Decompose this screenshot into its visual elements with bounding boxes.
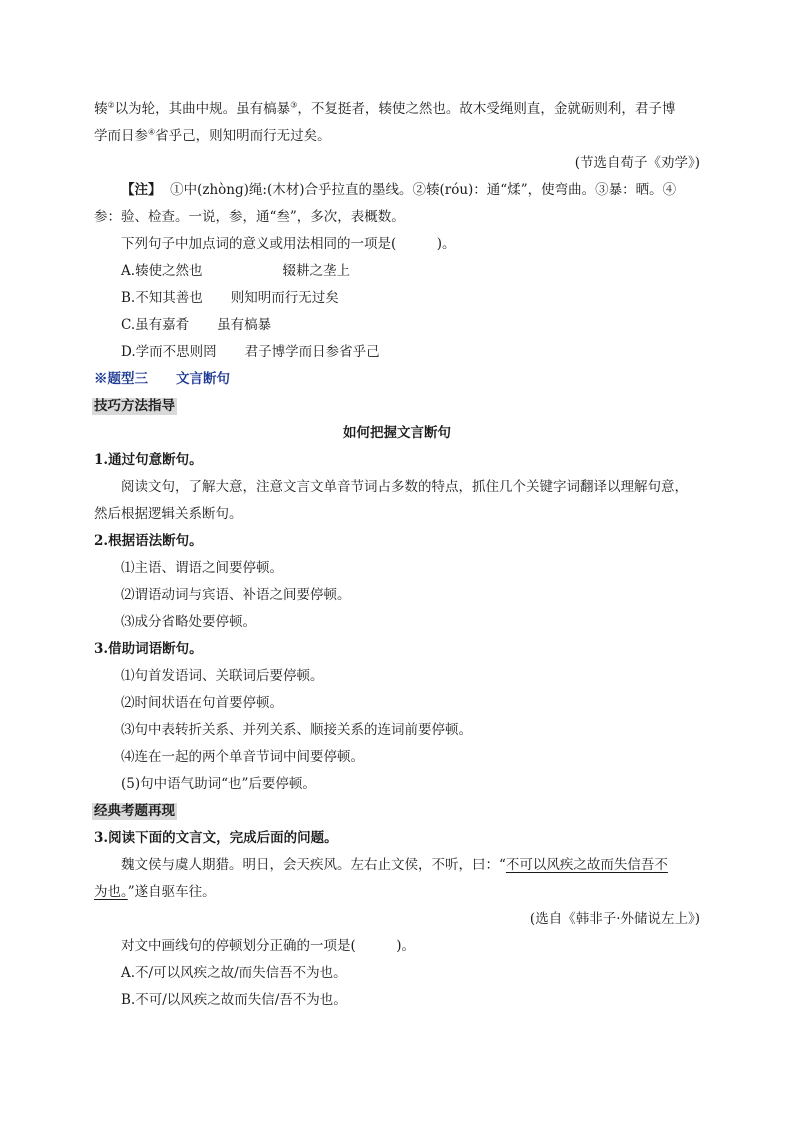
section-3-item: (5)句中语气助词“也”后要停顿。: [121, 776, 316, 792]
footnote-mark-2: ②: [107, 100, 115, 110]
option-text: A.辏使之然也: [121, 263, 203, 279]
option-d: [94, 339, 700, 366]
note-label: 【注】: [121, 182, 162, 198]
exam-stem: 对文中画线句的停顿划分正确的一项是( )。: [121, 938, 416, 954]
underlined-sentence: 为也。: [94, 884, 128, 900]
tips-label-row: [94, 393, 700, 420]
section-2-heading: 2.根据语法断句。: [94, 533, 203, 549]
section-3-heading: 3.借助词语断句。: [94, 641, 203, 657]
exam-passage-text: ”遂自驱车往。: [127, 884, 216, 900]
exam-option-a: A.不/可以风疾之故/而失信吾不为也。: [121, 965, 347, 981]
section-2-item: ⑶成分省略处要停顿。: [121, 614, 256, 630]
section-3-item: ⑴句首发语词、关联词后要停顿。: [121, 668, 324, 684]
passage-line-2: [94, 123, 700, 150]
option-text: D.学而不思则罔: [121, 344, 217, 360]
exam-heading: 3.阅读下面的文言文，完成后面的问题。: [94, 830, 338, 846]
passage-line-1: [94, 96, 700, 123]
type3-symbol: ※题型三: [94, 371, 148, 387]
section-2-item: ⑵谓语动词与宾语、补语之间要停顿。: [121, 587, 351, 603]
tips-title: 如何把握文言断句: [343, 425, 451, 441]
option-b: [94, 285, 700, 312]
exam-passage-line-2: [94, 879, 700, 906]
option-text: B.不知其善也: [121, 290, 203, 306]
passage-text: 学而日参: [94, 128, 148, 144]
passage-source: (节选自荀子《劝学》): [574, 155, 700, 171]
document-page: [94, 96, 700, 1014]
section-1-heading: 1.通过句意断句。: [94, 452, 203, 468]
passage-text: 以为轮，其曲中规。虽有槁暴: [114, 101, 291, 117]
exam-source: (选自《韩非子·外储说左上》): [529, 911, 700, 927]
footnote-mark-4: ④: [148, 127, 156, 137]
passage-text: 省乎己，则知明而行无过矣。: [155, 128, 331, 144]
underlined-sentence: 不可以风疾之故而失信吾不: [505, 857, 668, 873]
exam-passage-text: 魏文侯与虞人期猎。明日，会天疾风。左右止文侯，不听，曰：“: [121, 857, 506, 873]
option-text: 辍耕之垄上: [282, 263, 351, 279]
passage-text: ，不复挺者，辏使之然也。故木受绳则直，金就砺则利，君子博: [297, 101, 676, 117]
option-a: [94, 258, 700, 285]
exam-label-row: [94, 798, 700, 825]
exam-option-b: B.不可/以风疾之故而失信/吾不为也。: [121, 992, 347, 1008]
section-1-text-1: 阅读文句，了解大意，注意文言文单音节词占多数的特点，抓住几个关键字词翻译以理解句意，: [121, 479, 688, 495]
section-3-item: ⑵时间状语在句首要停顿。: [121, 695, 283, 711]
option-text: 则知明而行无过矣: [230, 290, 339, 306]
note-text: ①中(zhònɡ)绳:(木材)合乎拉直的墨线。②辏(róu)：通“煣”，使弯曲。③暴：晒。④: [170, 182, 677, 198]
footnote-mark-3: ③: [290, 100, 298, 110]
type3-title: 文言断句: [176, 371, 230, 387]
tips-label: 技巧方法指导: [94, 398, 175, 414]
section-1-text-2: 然后根据逻辑关系断句。: [94, 506, 243, 522]
option-text: 君子博学而日参省乎己: [244, 344, 380, 360]
note-line-2: 参：验、检查。一说，参，通“叁”，多次，表概数。: [94, 209, 405, 225]
exam-label: 经典考题再现: [94, 803, 175, 819]
note-line-1: [94, 177, 700, 204]
section-2-item: ⑴主语、谓语之间要停顿。: [121, 560, 283, 576]
exam-passage-line-1: [94, 852, 700, 879]
passage-char: 辏: [94, 101, 108, 117]
option-text: 虽有槁暴: [217, 317, 272, 333]
question-stem: 下列句子中加点词的意义或用法相同的一项是( )。: [121, 236, 456, 252]
section-3-item: ⑷连在一起的两个单音节词中间要停顿。: [121, 749, 364, 765]
option-text: C.虽有嘉肴: [121, 317, 190, 333]
option-c: [94, 312, 700, 339]
section-3-item: ⑶句中表转折关系、并列关系、顺接关系的连词前要停顿。: [121, 722, 472, 738]
section-heading-type3: [94, 366, 700, 393]
